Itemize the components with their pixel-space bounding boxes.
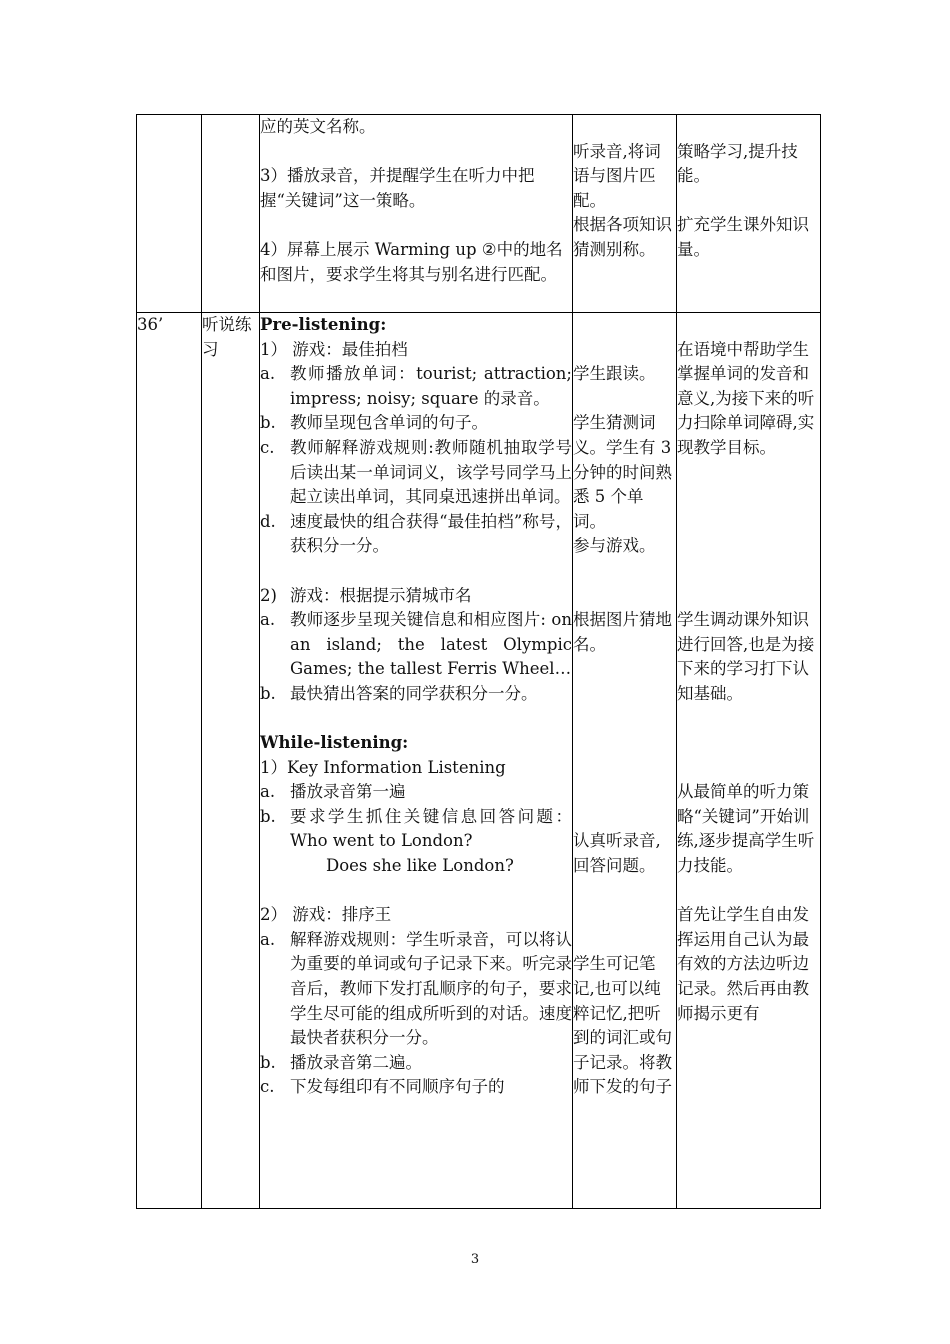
content-line: 应的英文名称。 [260, 117, 376, 136]
student-activity: 根据图片猜地名。 [573, 610, 672, 654]
intent-cell [677, 313, 821, 1209]
game-1-title: 1） 游戏：最佳拍档 [260, 339, 408, 359]
page-number: 3 [470, 1252, 480, 1267]
time-cell [137, 115, 202, 313]
list-item: b. 播放录音第二遍。 [260, 1052, 422, 1072]
step-3: 3）播放录音，并提醒学生在听力中把握“关键词”这一策略。 [260, 166, 535, 210]
intent-text: 在语境中帮助学生掌握单词的发音和意义,为接下来的听力扫除单词障碍,实现教学目标。 [677, 339, 815, 457]
game-2-title: 2) 游戏：根据提示猜城市名 [260, 585, 472, 605]
list-item: d. 速度最快的组合获得“最佳拍档”称号，获积分一分。 [260, 511, 572, 556]
student-activity-cell [573, 115, 677, 313]
list-item: c. 下发每组印有不同顺序句子的 [260, 1077, 505, 1097]
student-activity: 听录音,将词语与图片匹配。 [573, 141, 661, 210]
list-item: b. 最快猜出答案的同学获积分一分。 [260, 683, 538, 703]
table-row [137, 115, 821, 313]
step-4: 4）屏幕上展示 Warming up ②中的地名和图片，要求学生将其与别名进行匹配。 [260, 239, 563, 284]
content-cell [260, 313, 573, 1209]
list-item: b. 要求学生抓住关键信息回答问题：Who went to London? [260, 806, 572, 851]
student-activity: 参与游戏。 [573, 536, 656, 556]
student-activity: 认真听录音,回答问题。 [573, 831, 661, 876]
student-activity: 学生可记笔记,也可以纯粹记忆,把听到的词汇或句子记录。将教师下发的句子 [573, 954, 672, 1097]
pre-listening-heading: Pre-listening: [260, 315, 387, 334]
list-item: a. 教师逐步呈现关键信息和相应图片: on an island; the latest Olympic Games; the tallest Ferris Wheel… [260, 610, 572, 679]
time-value: 36’ [137, 315, 164, 334]
intent-text: 从最简单的听力策略“关键词”开始训练,逐步提高学生听力技能。 [677, 782, 815, 876]
list-item: a. 教师播放单词：tourist; attraction; impress; noisy; square 的录音。 [260, 364, 572, 408]
while-listening-heading: While-listening: [260, 733, 409, 753]
stage-cell [202, 115, 260, 313]
time-cell [137, 313, 202, 1209]
content-cell [260, 115, 573, 313]
student-activity: 学生猜测词义。学生有 3 分钟的时间熟悉 5 个单词。 [573, 413, 672, 531]
intent-text: 策略学习,提升技能。 [677, 141, 798, 186]
question-text: Does she like London? [326, 856, 514, 876]
game-3-title: 2） 游戏：排序王 [260, 905, 392, 925]
intent-text: 学生调动课外知识进行回答,也是为接下来的学习打下认知基础。 [677, 610, 815, 703]
stage-value: 听说练习 [202, 315, 252, 359]
stage-cell [202, 313, 260, 1209]
student-activity-cell [573, 313, 677, 1209]
intent-text: 首先让学生自由发挥运用自己认为最有效的方法边听边记录。然后再由教师揭示更有 [677, 905, 809, 1023]
student-activity: 根据各项知识猜测别称。 [573, 215, 672, 259]
lesson-plan-table [136, 114, 821, 1209]
list-item: a. 播放录音第一遍 [260, 782, 406, 802]
table-row [137, 313, 821, 1209]
list-item: c. 教师解释游戏规则:教师随机抽取学号后读出某一单词词义，该学号同学马上起立读出单词，其同桌迅速拼出单词。 [260, 437, 572, 507]
student-activity: 学生跟读。 [573, 364, 656, 384]
list-item: b. 教师呈现包含单词的句子。 [260, 413, 488, 433]
intent-text: 扩充学生课外知识量。 [677, 215, 809, 259]
intent-cell [677, 115, 821, 313]
list-item: a. 解释游戏规则：学生听录音，可以将认为重要的单词或句子记录下来。听完录音后，教师下发打乱顺序的句子，要求学生尽可能的组成所听到的对话。速度最快者获积分一分。 [260, 929, 572, 1048]
key-info-title: 1）Key Information Listening [260, 757, 506, 777]
